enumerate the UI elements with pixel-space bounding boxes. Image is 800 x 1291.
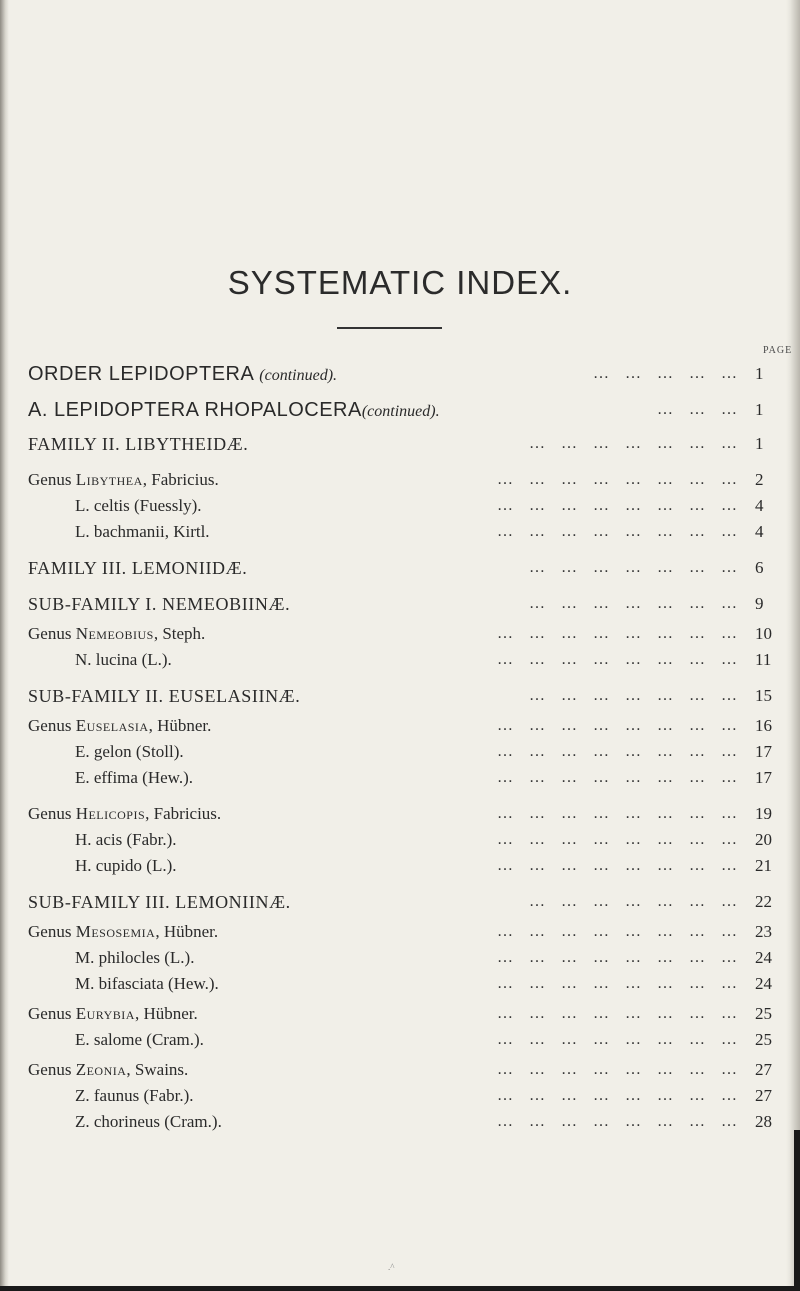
scan-edge-bottom [0, 1286, 800, 1291]
index-row-species [0, 740, 800, 768]
species-entry: H. acis (Fabr.). [75, 830, 177, 849]
index-row-genus [0, 802, 800, 830]
leader-dots: … … … … … … … [529, 893, 738, 910]
species-entry: L. bachmanii, Kirtl. [75, 522, 210, 541]
leader-dots: … … … … … … … … [497, 975, 738, 992]
page-number: 15 [755, 686, 772, 705]
index-row-genus [0, 468, 800, 496]
leader-dots: … … … … … … … … [497, 805, 738, 822]
species-entry: N. lucina (L.). [75, 650, 172, 669]
page-number: 17 [755, 768, 772, 787]
page-number: 1 [755, 434, 764, 453]
leader-dots: … … … … … … … … [497, 625, 738, 642]
leader-dots: … … … … … … … … [497, 1113, 738, 1130]
leader-dots: … … … … … … … … [497, 857, 738, 874]
family-entry: SUB-FAMILY II. EUSELASIINÆ. [28, 686, 301, 706]
species-entry: Z. faunus (Fabr.). [75, 1086, 194, 1105]
page-number: 16 [755, 716, 772, 735]
index-row-family [0, 432, 800, 460]
leader-dots: … … … … … … … … [497, 651, 738, 668]
family-entry: SUB-FAMILY I. NEMEOBIINÆ. [28, 594, 291, 614]
page-number: 9 [755, 594, 764, 613]
suborder-label: A. LEPIDOPTERA RHOPALOCERA [28, 399, 362, 421]
index-row-species [0, 1084, 800, 1112]
family-entry: FAMILY II. LIBYTHEIDÆ. [28, 434, 249, 454]
index-row-family [0, 684, 800, 712]
index-row-genus [0, 622, 800, 650]
page-number: 11 [755, 650, 772, 669]
family-entry: FAMILY III. LEMONIIDÆ. [28, 558, 248, 578]
index-row-family [0, 890, 800, 918]
leader-dots: … … … … … [593, 365, 738, 382]
print-smudge: .^ [388, 1262, 395, 1272]
genus-name: Helicopis [75, 804, 146, 823]
leader-dots: … … … … … … … … [497, 831, 738, 848]
leader-dots: … … … … … … … … [497, 717, 738, 734]
index-row-species [0, 828, 800, 856]
leader-dots: … … … … … … … … [497, 769, 738, 786]
page-number: 17 [755, 742, 772, 761]
genus-name: Libythea [75, 470, 143, 489]
species-entry: Z. chorineus (Cram.). [75, 1112, 222, 1131]
scan-edge-right-shadow [794, 1130, 800, 1291]
page-column-header: PAGE [763, 345, 793, 356]
page-number: 22 [755, 892, 772, 911]
page-number: 4 [755, 522, 764, 541]
index-row-species [0, 946, 800, 974]
order-continued: (continued). [259, 367, 338, 384]
genus-prefix: Genus [28, 1060, 76, 1079]
genus-entry [28, 802, 221, 826]
page-title: SYSTEMATIC INDEX. [227, 264, 573, 301]
suborder-continued: (continued). [361, 403, 440, 420]
leader-dots: … … … … … … … … [497, 1087, 738, 1104]
page-number: 27 [755, 1086, 772, 1105]
genus-prefix: Genus [28, 716, 76, 735]
index-row-species [0, 1028, 800, 1056]
genus-prefix: Genus [28, 922, 76, 941]
index-row-species [0, 1110, 800, 1138]
leader-dots: … … … … … … … … [497, 743, 738, 760]
index-row-species [0, 648, 800, 676]
leader-dots: … … … … … … … … [497, 1061, 738, 1078]
genus-name: Zeonia [75, 1060, 127, 1079]
index-row-genus [0, 1058, 800, 1086]
genus-prefix: Genus [28, 470, 76, 489]
genus-prefix: Genus [28, 804, 76, 823]
index-row-suborder [0, 398, 800, 426]
index-row-genus [0, 714, 800, 742]
leader-dots: … … … … … … … [529, 687, 738, 704]
page-number: 24 [755, 974, 772, 993]
index-row-family [0, 556, 800, 584]
suborder-entry [28, 398, 440, 424]
page-number: 27 [755, 1060, 772, 1079]
species-entry: H. cupido (L.). [75, 856, 177, 875]
title-rule [337, 327, 442, 329]
page-number: 24 [755, 948, 772, 967]
index-row-species [0, 854, 800, 882]
page-number: 20 [755, 830, 772, 849]
index-row-species [0, 972, 800, 1000]
genus-entry [28, 468, 219, 492]
leader-dots: … … … … … … … [529, 559, 738, 576]
leader-dots: … … … … … … … … [497, 471, 738, 488]
genus-entry [28, 714, 211, 738]
species-entry: E. effima (Hew.). [75, 768, 194, 787]
genus-name: Euselasia [75, 716, 149, 735]
species-entry: M. bifasciata (Hew.). [75, 974, 219, 993]
index-row-family [0, 592, 800, 620]
index-row-species [0, 520, 800, 548]
species-entry: L. celtis (Fuessly). [75, 496, 202, 515]
index-row-genus [0, 920, 800, 948]
genus-author: , Hübner. [148, 716, 212, 735]
page-number: 25 [755, 1004, 772, 1023]
page-number: 21 [755, 856, 772, 875]
page-number: 10 [755, 624, 772, 643]
leader-dots: … … … … … … … [529, 595, 738, 612]
genus-author: , Hübner. [134, 1004, 198, 1023]
genus-author: , Hübner. [155, 922, 219, 941]
page-number: 1 [755, 400, 764, 419]
page-number: 25 [755, 1030, 772, 1049]
genus-entry [28, 920, 218, 944]
order-entry [28, 362, 337, 388]
index-row-order [0, 362, 800, 390]
leader-dots: … … … [657, 401, 738, 418]
leader-dots: … … … … … … … … [497, 949, 738, 966]
index-row-genus [0, 1002, 800, 1030]
index-row-species [0, 494, 800, 522]
page-number: 23 [755, 922, 772, 941]
index-row-species [0, 766, 800, 794]
leader-dots: … … … … … … … … [497, 523, 738, 540]
species-entry: E. gelon (Stoll). [75, 742, 184, 761]
genus-author: , Fabricius. [142, 470, 219, 489]
genus-name: Mesosemia [75, 922, 156, 941]
page-number: 1 [755, 364, 764, 383]
genus-entry [28, 1002, 198, 1026]
genus-prefix: Genus [28, 624, 76, 643]
leader-dots: … … … … … … … … [497, 923, 738, 940]
genus-prefix: Genus [28, 1004, 76, 1023]
leader-dots: … … … … … … … … [497, 1005, 738, 1022]
genus-author: , Steph. [153, 624, 206, 643]
species-entry: M. philocles (L.). [75, 948, 195, 967]
page-number: 19 [755, 804, 772, 823]
genus-name: Eurybia [75, 1004, 135, 1023]
leader-dots: … … … … … … … [529, 435, 738, 452]
genus-entry [28, 622, 205, 646]
order-label: ORDER LEPIDOPTERA [28, 363, 254, 385]
genus-entry [28, 1058, 188, 1082]
page-number: 2 [755, 470, 764, 489]
page-number: 6 [755, 558, 764, 577]
leader-dots: … … … … … … … … [497, 1031, 738, 1048]
species-entry: E. salome (Cram.). [75, 1030, 204, 1049]
page-number: 28 [755, 1112, 772, 1131]
leader-dots: … … … … … … … … [497, 497, 738, 514]
genus-author: , Swains. [126, 1060, 189, 1079]
genus-author: , Fabricius. [145, 804, 222, 823]
page-number: 4 [755, 496, 764, 515]
family-entry: SUB-FAMILY III. LEMONIINÆ. [28, 892, 291, 912]
genus-name: Nemeobius [75, 624, 154, 643]
